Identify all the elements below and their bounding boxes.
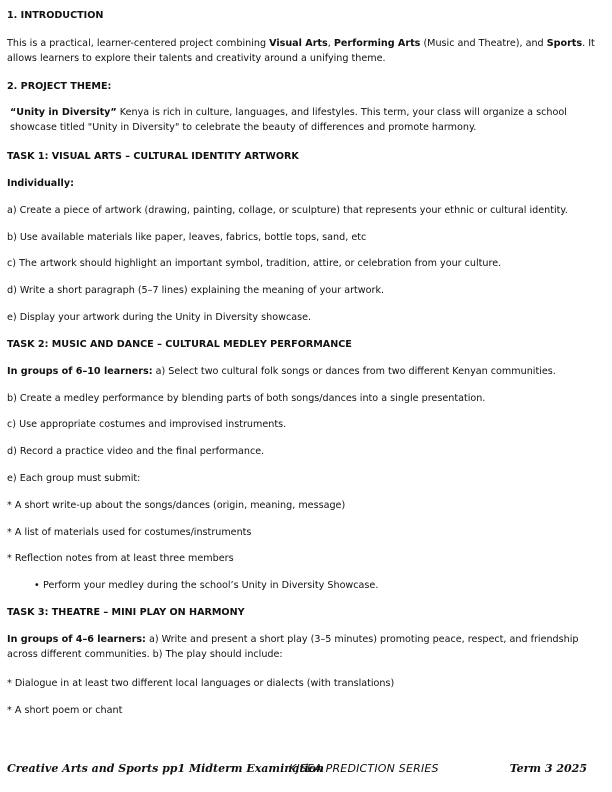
- task2-item-c: c) Use appropriate costumes and improvised instruments.: [7, 419, 287, 430]
- footer-subject: Creative Arts and Sports pp1 Midterm Examination: [7, 762, 324, 775]
- task2-item-b: b) Create a medley performance by blending parts of both songs/dances into a single presentation.: [7, 393, 486, 404]
- task1-item-e: e) Display your artwork during the Unity in Diversity showcase.: [7, 312, 312, 323]
- task1-item-d: d) Write a short paragraph (5–7 lines) explaining the meaning of your artwork.: [7, 285, 385, 296]
- intro-paragraph: [7, 36, 597, 66]
- task3-group-label: In groups of 4–6 learners:: [7, 634, 146, 645]
- task2-item-d: d) Record a practice video and the final performance.: [7, 446, 265, 457]
- bullet-dot-icon: •: [34, 580, 40, 591]
- intro-bold-sports: Sports: [546, 38, 583, 49]
- theme-quote: “Unity in Diversity”: [10, 107, 117, 118]
- task2-item-e: e) Each group must submit:: [7, 473, 141, 484]
- task2-submit-1: * A short write-up about the songs/dances (origin, meaning, message): [7, 500, 346, 511]
- task1-subheading: Individually:: [7, 178, 74, 189]
- task2-bullet-text: Perform your medley during the school’s Unity in Diversity Showcase.: [43, 580, 379, 591]
- theme-heading: 2. PROJECT THEME:: [7, 81, 112, 92]
- task3-include-1: * Dialogue in at least two different local languages or dialects (with translations): [7, 678, 395, 689]
- intro-bold-performing-arts: Performing Arts: [333, 38, 421, 49]
- intro-text-3: (Music and Theatre), and: [420, 38, 547, 49]
- task3-item-ab: [7, 632, 597, 662]
- footer-series: KJSEA PREDICTION SERIES: [289, 762, 439, 775]
- theme-text: Kenya is rich in culture, languages, and lifestyles. This term, your class will organize a school showcase titled "Unity in Diversity" to celebrate the beauty of differences and promote harmony.: [10, 107, 567, 133]
- intro-heading: 1. INTRODUCTION: [7, 10, 104, 21]
- task2-group-label: In groups of 6–10 learners:: [7, 366, 153, 377]
- task2-heading: TASK 2: MUSIC AND DANCE – CULTURAL MEDLEY PERFORMANCE: [7, 339, 352, 350]
- intro-text-4: . It allows learners to explore their talents and creativity around a unifying theme.: [7, 38, 595, 64]
- task2-submit-3: * Reflection notes from at least three members: [7, 553, 234, 564]
- task2-item-a-text: a) Select two cultural folk songs or dances from two different Kenyan communities.: [152, 366, 556, 377]
- task2-item-a: [7, 364, 597, 379]
- task1-item-a: a) Create a piece of artwork (drawing, painting, collage, or sculpture) that represents your ethnic or cultural identity.: [7, 205, 568, 216]
- intro-text-2: ,: [327, 38, 334, 49]
- task2-submit-2: * A list of materials used for costumes/instruments: [7, 527, 252, 538]
- intro-bold-visual-arts: Visual Arts: [269, 38, 328, 49]
- intro-text-1: This is a practical, learner-centered project combining: [7, 38, 270, 49]
- task1-item-c: c) The artwork should highlight an important symbol, tradition, attire, or celebration from your culture.: [7, 258, 502, 269]
- page-footer: [7, 761, 587, 777]
- task3-heading: TASK 3: THEATRE – MINI PLAY ON HARMONY: [7, 607, 245, 618]
- theme-paragraph: [7, 105, 600, 135]
- task3-include-2: * A short poem or chant: [7, 705, 123, 716]
- task3-item-ab-text: a) Write and present a short play (3–5 minutes) promoting peace, respect, and friendship across different communities. b) The play should include:: [7, 634, 579, 660]
- task1-item-b: b) Use available materials like paper, leaves, fabrics, bottle tops, sand, etc: [7, 232, 367, 243]
- footer-term: Term 3 2025: [509, 762, 587, 775]
- task1-heading: TASK 1: VISUAL ARTS – CULTURAL IDENTITY ARTWORK: [7, 151, 299, 162]
